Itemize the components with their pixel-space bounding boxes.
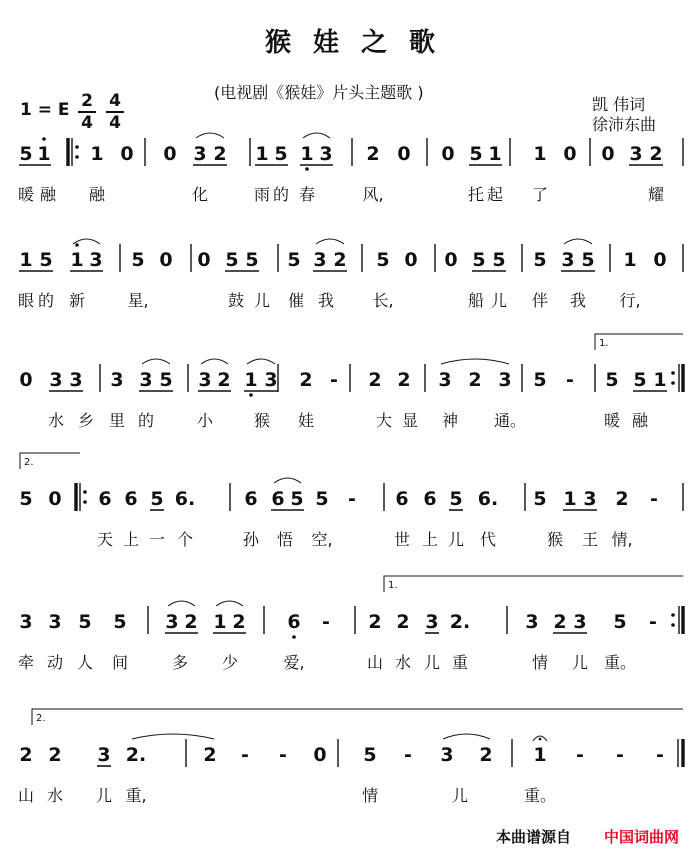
note-digit: 0 xyxy=(397,143,411,165)
note-digit: 3 xyxy=(97,744,111,766)
lyric-syllable: 乡 xyxy=(77,411,95,430)
lyric-syllable: 雨 xyxy=(253,185,271,204)
lyric-syllable: 眼 xyxy=(17,291,35,310)
lyric-syllable: 重, xyxy=(125,786,147,805)
note-digit: 0 xyxy=(653,249,667,271)
lyric-syllable: 水 xyxy=(47,411,65,430)
note-digit: 3 xyxy=(525,611,539,633)
note-digit: 5 xyxy=(605,369,619,391)
lyric-syllable: 人 xyxy=(76,653,94,672)
note-digit: 3 xyxy=(198,369,212,391)
note-digit: 0 xyxy=(159,249,173,271)
meter-numerator: 2 xyxy=(81,91,93,111)
note-digit: 1 xyxy=(90,143,104,165)
note-digit: 3 xyxy=(425,611,439,633)
note-digit: 1 xyxy=(70,249,84,271)
note-digit: 3 xyxy=(573,611,587,633)
note-digit: 5 xyxy=(78,611,92,633)
lyric-syllable: 个 xyxy=(176,530,194,549)
lyric-syllable: 我 xyxy=(569,291,587,310)
note-digit: 5 xyxy=(533,369,547,391)
lyric-syllable: 动 xyxy=(46,653,64,672)
fermata-dot xyxy=(539,738,542,741)
note-digit: 1 xyxy=(488,143,502,165)
note-digit: 3 xyxy=(438,369,452,391)
volta-bracket xyxy=(32,709,683,725)
note-digit: 3 xyxy=(313,249,327,271)
note-digit: 1 xyxy=(533,143,547,165)
note-digit: 6. xyxy=(174,488,196,510)
footer-site-name: 中国词曲网 xyxy=(604,828,680,846)
volta-bracket xyxy=(384,576,683,592)
tie-slur xyxy=(142,359,170,364)
volta-number: 1. xyxy=(599,338,609,349)
note-digit: 2 xyxy=(213,143,227,165)
lyric-syllable: 猴 xyxy=(546,530,564,549)
high-octave-dot xyxy=(42,137,46,141)
note-digit: 5 xyxy=(472,249,486,271)
note-digit: 6 xyxy=(98,488,112,510)
note-digit: 0 xyxy=(563,143,577,165)
lyric-syllable: 多 xyxy=(171,653,189,672)
high-octave-dot xyxy=(75,243,79,247)
lyric-syllable: 长, xyxy=(372,291,394,310)
lyric-syllable: 显 xyxy=(401,411,419,430)
note-digit: 3 xyxy=(561,249,575,271)
lyric-syllable: 代 xyxy=(479,530,497,549)
lyric-syllable: 山 xyxy=(366,653,384,672)
note-digit: 0 xyxy=(19,369,33,391)
note-digit: 2. xyxy=(449,611,471,633)
note-digit: 5 xyxy=(449,488,463,510)
note-digit: 6 xyxy=(244,488,258,510)
note-digit: 3 xyxy=(319,143,333,165)
lyric-syllable: 融 xyxy=(631,411,649,430)
note-digit: 2 xyxy=(299,369,313,391)
note-digit: 5 xyxy=(225,249,239,271)
lyric-syllable: 新 xyxy=(68,291,86,310)
note-digit: 2 xyxy=(479,744,493,766)
note-digit: 3 xyxy=(583,488,597,510)
note-digit: 5 xyxy=(613,611,627,633)
low-octave-dot xyxy=(305,167,309,171)
meter-denominator: 4 xyxy=(81,113,93,133)
lyric-syllable: 儿 xyxy=(451,786,469,805)
lyric-syllable: 的 xyxy=(272,185,290,204)
lyric-syllable: 儿 xyxy=(490,291,508,310)
note-digit: 6 xyxy=(124,488,138,510)
note-digit: 6. xyxy=(477,488,499,510)
dash-extension: - xyxy=(404,744,412,766)
repeat-dot xyxy=(75,155,79,159)
composer-credit: 徐沛东曲 xyxy=(592,115,657,134)
note-digit: 1 xyxy=(255,143,269,165)
note-digit: 2 xyxy=(333,249,347,271)
lyric-syllable: 儿 xyxy=(95,786,113,805)
note-digit: 5 xyxy=(581,249,595,271)
note-digit: 0 xyxy=(444,249,458,271)
note-digit: 2 xyxy=(396,611,410,633)
tie-slur xyxy=(216,601,243,606)
note-digit: 1 xyxy=(623,249,637,271)
lyric-syllable: 鼓 xyxy=(227,291,245,310)
note-digit: 5 xyxy=(363,744,377,766)
meter-denominator: 4 xyxy=(109,113,121,133)
tie-slur xyxy=(247,359,275,364)
lyric-syllable: 起 xyxy=(486,185,504,204)
note-digit: 5 xyxy=(290,488,304,510)
dash-extension: - xyxy=(576,744,584,766)
note-digit: 3 xyxy=(498,369,512,391)
note-digit: 5 xyxy=(287,249,301,271)
note-digit: 2 xyxy=(615,488,629,510)
lyric-syllable: 娃 xyxy=(297,411,315,430)
dash-extension: - xyxy=(566,369,574,391)
note-digit: 5 xyxy=(245,249,259,271)
dash-extension: - xyxy=(279,744,287,766)
low-octave-dot xyxy=(292,635,296,639)
note-digit: 5 xyxy=(315,488,329,510)
note-digit: 2 xyxy=(649,143,663,165)
lyric-syllable: 上 xyxy=(122,530,140,549)
note-digit: 5 xyxy=(492,249,506,271)
lyric-syllable: 催 xyxy=(287,291,305,310)
lyric-syllable: 间 xyxy=(111,653,129,672)
volta-number: 2. xyxy=(36,713,46,724)
note-digit: 1 xyxy=(653,369,667,391)
lyric-syllable: 神 xyxy=(441,411,459,430)
lyric-syllable: 化 xyxy=(191,185,209,204)
note-digit: 3 xyxy=(264,369,278,391)
song-subtitle: (电视剧《猴娃》片头主题歌 ) xyxy=(214,83,424,102)
note-digit: 0 xyxy=(313,744,327,766)
note-digit: 3 xyxy=(48,611,62,633)
note-digit: 3 xyxy=(440,744,454,766)
note-digit: 2 xyxy=(48,744,62,766)
note-digit: 5 xyxy=(274,143,288,165)
lyric-syllable: 融 xyxy=(88,185,106,204)
repeat-dot xyxy=(83,500,87,504)
lyric-syllable: 天 xyxy=(96,530,114,549)
lyric-syllable: 的 xyxy=(37,291,55,310)
lyric-syllable: 上 xyxy=(421,530,439,549)
note-digit: 1 xyxy=(300,143,314,165)
note-digit: 0 xyxy=(163,143,177,165)
lyric-syllable: 情 xyxy=(361,786,379,805)
lyric-syllable: 小 xyxy=(196,411,214,430)
song-title: 猴娃之歌 xyxy=(264,28,457,58)
lyric-syllable: 伴 xyxy=(531,291,549,310)
lyric-syllable: 儿 xyxy=(571,653,589,672)
repeat-dot xyxy=(671,381,675,385)
dash-extension: - xyxy=(650,488,658,510)
volta-number: 2. xyxy=(24,457,34,468)
note-digit: 2 xyxy=(19,744,33,766)
low-octave-dot xyxy=(249,393,253,397)
tie-slur xyxy=(196,133,224,138)
lyric-syllable: 爱, xyxy=(283,653,305,672)
lyric-syllable: 孙 xyxy=(242,530,260,549)
note-digit: 2 xyxy=(203,744,217,766)
dash-extension: - xyxy=(348,488,356,510)
lyric-syllable: 重。 xyxy=(523,786,557,805)
dash-extension: - xyxy=(330,369,338,391)
note-digit: 0 xyxy=(48,488,62,510)
note-digit: 1 xyxy=(533,744,547,766)
note-digit: 3 xyxy=(193,143,207,165)
note-digit: 5 xyxy=(159,369,173,391)
lyric-syllable: 儿 xyxy=(423,653,441,672)
lyric-syllable: 船 xyxy=(467,291,485,310)
note-digit: 5 xyxy=(131,249,145,271)
repeat-dot xyxy=(671,613,675,617)
lyric-syllable: 山 xyxy=(17,786,35,805)
repeat-dot xyxy=(671,623,675,627)
lyric-syllable: 行, xyxy=(619,291,641,310)
lyricist-credit: 凯 伟词 xyxy=(592,95,646,114)
note-digit: 2 xyxy=(232,611,246,633)
lyric-syllable: 王 xyxy=(581,530,599,549)
tie-slur xyxy=(201,359,228,364)
lyric-syllable: 里 xyxy=(108,411,126,430)
tie-slur xyxy=(316,239,344,244)
meter-numerator: 4 xyxy=(109,91,121,111)
lyric-syllable: 儿 xyxy=(253,291,271,310)
note-digit: 2 xyxy=(368,611,382,633)
note-digit: 5 xyxy=(150,488,164,510)
note-digit: 5 xyxy=(533,249,547,271)
note-digit: 0 xyxy=(404,249,418,271)
note-digit: 2 xyxy=(366,143,380,165)
note-digit: 1 xyxy=(19,249,33,271)
lyric-syllable: 暖 xyxy=(603,411,621,430)
note-digit: 2 xyxy=(468,369,482,391)
lyric-syllable: 少 xyxy=(221,653,239,672)
lyric-syllable: 大 xyxy=(375,411,393,430)
note-digit: 3 xyxy=(110,369,124,391)
tie-slur xyxy=(168,601,195,606)
lyric-syllable: 通。 xyxy=(493,411,527,430)
note-digit: 2 xyxy=(553,611,567,633)
note-digit: 5 xyxy=(533,488,547,510)
note-digit: 1 xyxy=(244,369,258,391)
lyric-syllable: 空, xyxy=(311,530,333,549)
lyric-syllable: 星, xyxy=(127,291,149,310)
repeat-dot xyxy=(75,145,79,149)
note-digit: 0 xyxy=(441,143,455,165)
note-digit: 0 xyxy=(601,143,615,165)
tie-slur xyxy=(132,734,214,739)
note-digit: 1 xyxy=(563,488,577,510)
lyric-syllable: 我 xyxy=(317,291,335,310)
lyric-syllable: 水 xyxy=(46,786,64,805)
lyric-syllable: 世 xyxy=(393,530,411,549)
note-digit: 5 xyxy=(469,143,483,165)
note-digit: 3 xyxy=(139,369,153,391)
dash-extension: - xyxy=(616,744,624,766)
lyric-syllable: 托 xyxy=(467,185,485,204)
lyric-syllable: 暖 xyxy=(17,185,35,204)
volta-number: 1. xyxy=(388,580,398,591)
note-digit: 1 xyxy=(213,611,227,633)
dash-extension: - xyxy=(649,611,657,633)
lyric-syllable: 了 xyxy=(531,185,549,204)
note-digit: 6 xyxy=(423,488,437,510)
lyric-syllable: 融 xyxy=(39,185,57,204)
lyric-syllable: 重 xyxy=(451,653,469,672)
note-digit: 2 xyxy=(217,369,231,391)
note-digit: 6 xyxy=(395,488,409,510)
note-digit: 5 xyxy=(633,369,647,391)
lyric-syllable: 情, xyxy=(611,530,633,549)
note-digit: 5 xyxy=(39,249,53,271)
note-digit: 3 xyxy=(165,611,179,633)
key-signature: 1 = E xyxy=(20,100,70,120)
lyric-syllable: 牵 xyxy=(17,653,35,672)
note-digit: 1 xyxy=(37,143,51,165)
lyric-syllable: 的 xyxy=(137,411,155,430)
tie-slur xyxy=(274,478,301,483)
note-digit: 3 xyxy=(19,611,33,633)
repeat-dot xyxy=(671,371,675,375)
note-digit: 5 xyxy=(19,488,33,510)
note-digit: 2 xyxy=(368,369,382,391)
dash-extension: - xyxy=(656,744,664,766)
tie-slur xyxy=(443,734,490,739)
note-digit: 6 xyxy=(287,611,301,633)
note-digit: 2 xyxy=(397,369,411,391)
lyric-syllable: 重。 xyxy=(603,653,637,672)
note-digit: 3 xyxy=(629,143,643,165)
footer-source-label: 本曲谱源自 xyxy=(496,828,572,846)
lyric-syllable: 水 xyxy=(394,653,412,672)
note-digit: 2 xyxy=(184,611,198,633)
note-digit: 3 xyxy=(49,369,63,391)
note-digit: 2. xyxy=(125,744,147,766)
tie-slur xyxy=(441,359,509,364)
lyric-syllable: 耀 xyxy=(647,185,665,204)
note-digit: 0 xyxy=(120,143,134,165)
lyric-syllable: 风, xyxy=(362,185,384,204)
lyric-syllable: 悟 xyxy=(276,530,294,549)
tie-slur xyxy=(303,133,330,138)
note-digit: 6 xyxy=(271,488,285,510)
repeat-dot xyxy=(83,490,87,494)
note-digit: 5 xyxy=(376,249,390,271)
lyric-syllable: 一 xyxy=(148,530,166,549)
lyric-syllable: 情 xyxy=(531,653,549,672)
note-digit: 5 xyxy=(113,611,127,633)
note-digit: 5 xyxy=(19,143,33,165)
lyric-syllable: 春 xyxy=(298,185,316,204)
tie-slur xyxy=(564,239,592,244)
lyric-syllable: 儿 xyxy=(447,530,465,549)
lyric-syllable: 猴 xyxy=(253,411,271,430)
note-digit: 3 xyxy=(89,249,103,271)
note-digit: 3 xyxy=(69,369,83,391)
dash-extension: - xyxy=(241,744,249,766)
note-digit: 0 xyxy=(197,249,211,271)
dash-extension: - xyxy=(322,611,330,633)
